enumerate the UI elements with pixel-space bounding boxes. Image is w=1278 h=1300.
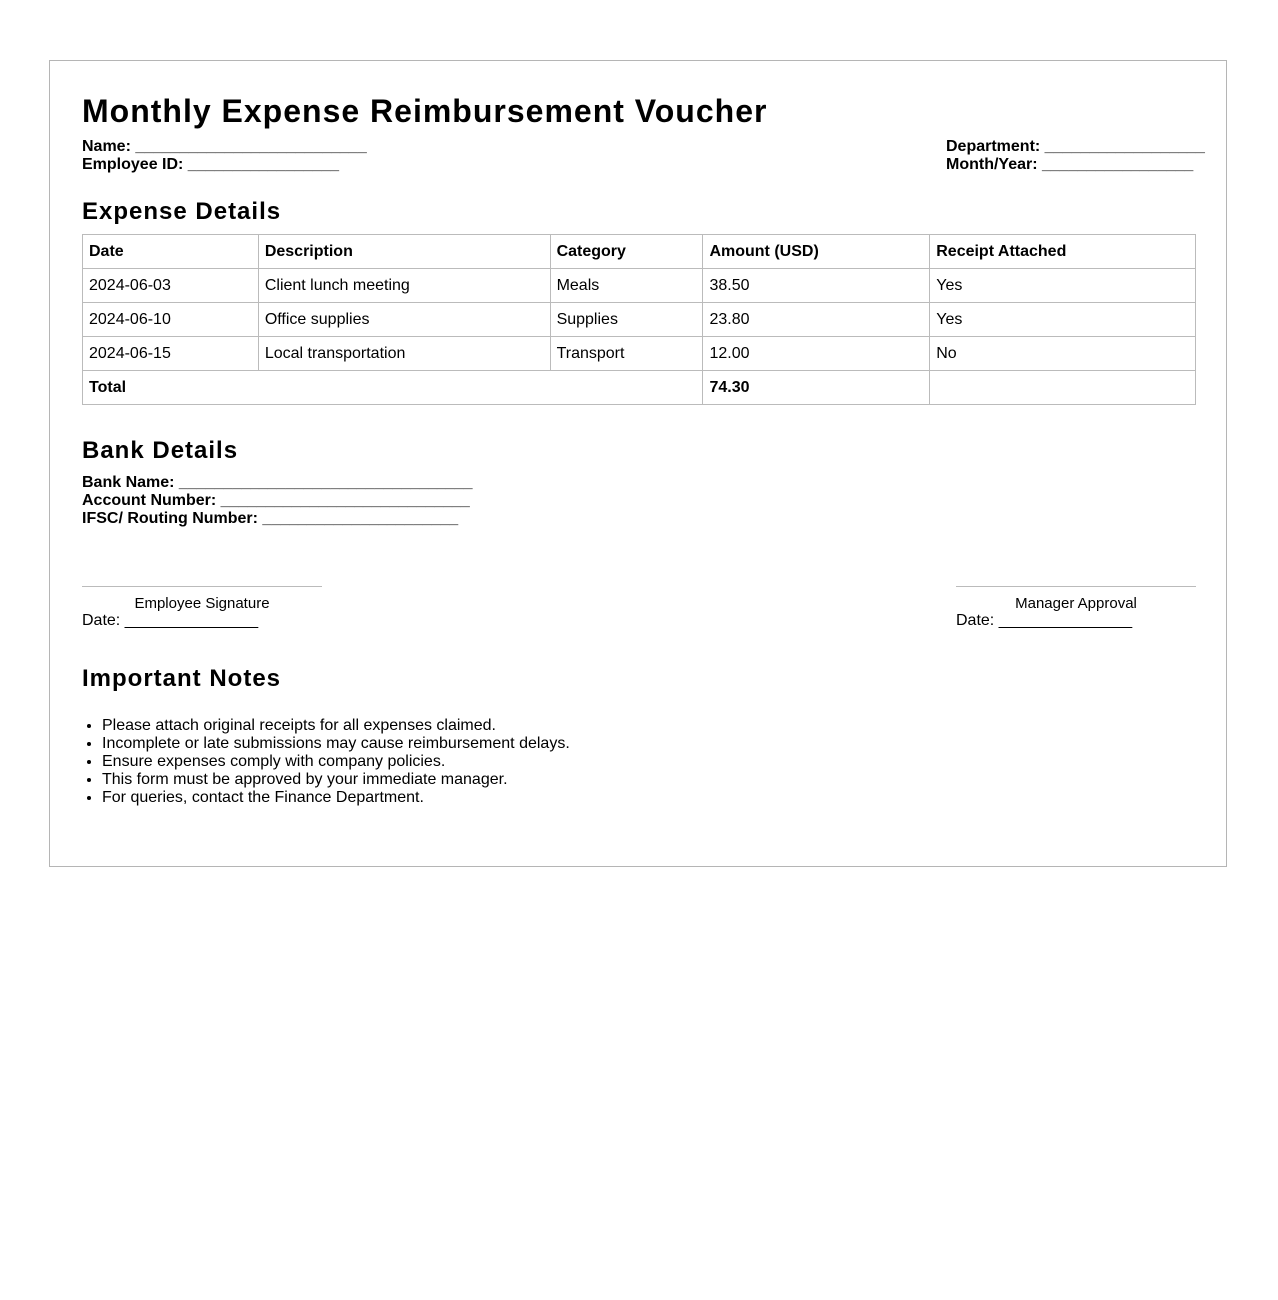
table-header-row <box>83 235 1196 269</box>
cell-description: Office supplies <box>258 303 550 337</box>
cell-date: 2024-06-15 <box>83 337 259 371</box>
cell-category: Meals <box>550 269 703 303</box>
column-header-amount: Amount (USD) <box>703 235 930 269</box>
table-row <box>83 269 1196 303</box>
total-label: Total <box>83 371 703 405</box>
cell-category: Transport <box>550 337 703 371</box>
account-number-field: Account Number: ____________________________ <box>82 492 470 509</box>
bank-details-heading: Bank Details <box>82 437 239 464</box>
table-row <box>83 337 1196 371</box>
employee-signature-line <box>82 586 322 587</box>
important-notes-heading: Important Notes <box>82 665 282 692</box>
manager-approval-caption: Manager Approval <box>1015 595 1137 612</box>
cell-category: Supplies <box>550 303 703 337</box>
total-empty-cell <box>930 371 1196 405</box>
cell-date: 2024-06-03 <box>83 269 259 303</box>
list-item: • Incomplete or late submissions may cause reimbursement delays. <box>102 735 570 753</box>
routing-number-field: IFSC/ Routing Number: ______________________ <box>82 510 459 527</box>
name-field: Name: __________________________ <box>82 138 367 155</box>
cell-amount: 38.50 <box>703 269 930 303</box>
cell-description: Local transportation <box>258 337 550 371</box>
cell-receipt: No <box>930 337 1196 371</box>
manager-approval-line <box>956 586 1196 587</box>
cell-amount: 12.00 <box>703 337 930 371</box>
cell-receipt: Yes <box>930 303 1196 337</box>
manager-approval-date: Date: _______________ <box>956 612 1133 629</box>
total-row <box>83 371 1196 405</box>
cell-date: 2024-06-10 <box>83 303 259 337</box>
employee-signature-caption: Employee Signature <box>134 595 270 612</box>
employee-signature-date: Date: _______________ <box>82 612 259 629</box>
month-year-field: Month/Year: _________________ <box>946 156 1194 173</box>
cell-receipt: Yes <box>930 269 1196 303</box>
page-title: Monthly Expense Reimbursement Voucher <box>82 93 768 129</box>
list-item: • This form must be approved by your immediate manager. <box>102 771 570 789</box>
column-header-receipt: Receipt Attached <box>930 235 1196 269</box>
cell-description: Client lunch meeting <box>258 269 550 303</box>
cell-amount: 23.80 <box>703 303 930 337</box>
bank-name-field: Bank Name: _________________________________ <box>82 474 473 491</box>
expense-details-heading: Expense Details <box>82 198 282 225</box>
column-header-description: Description <box>258 235 550 269</box>
table-row <box>83 303 1196 337</box>
column-header-date: Date <box>83 235 259 269</box>
total-amount: 74.30 <box>703 371 930 405</box>
list-item: • For queries, contact the Finance Department. <box>102 789 570 807</box>
list-item: • Ensure expenses comply with company policies. <box>102 753 570 771</box>
employee-id-field: Employee ID: _________________ <box>82 156 340 173</box>
notes-list <box>82 717 570 807</box>
list-item: • Please attach original receipts for all expenses claimed. <box>102 717 570 735</box>
department-field: Department: __________________ <box>946 138 1205 155</box>
expense-table <box>82 234 1196 405</box>
column-header-category: Category <box>550 235 703 269</box>
voucher-sheet <box>49 60 1227 867</box>
